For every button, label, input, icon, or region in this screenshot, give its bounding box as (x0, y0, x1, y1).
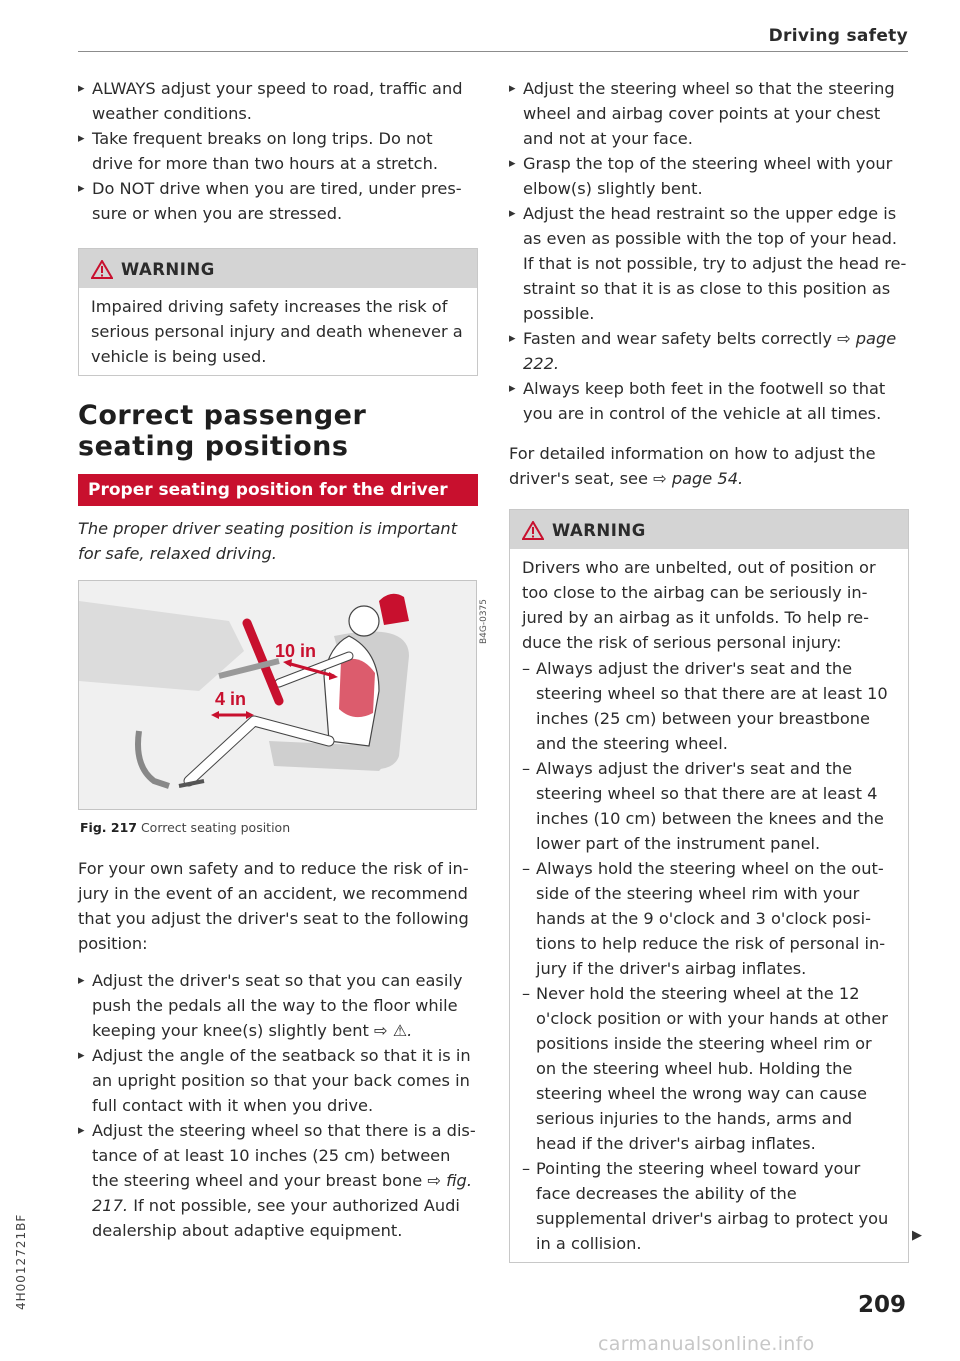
seating-illustration (79, 581, 476, 809)
figure-number: Fig. 217 (80, 820, 137, 835)
list-item: – Never hold the steering wheel at the 12 o'clock position or with your hands at other positions inside the steering wheel rim or on the steering wheel hub. Holding the steering wheel the wrong way can cause serious injuries to the hands, arms and head if the driver's airbag inflates. (522, 981, 896, 1156)
continue-arrow-icon: ▶ (912, 1228, 922, 1243)
warning-content (510, 549, 908, 1262)
distance-label-10in: 10 in (275, 641, 317, 661)
warning-reference-link[interactable]: ⇨ ⚠. (374, 1021, 413, 1040)
warning-header (510, 510, 908, 549)
list-item-text: Fasten and wear safety belts correctly (523, 329, 838, 348)
figure-reference-link[interactable]: ⇨ fig. 217. (92, 1171, 472, 1215)
list-item: – Always adjust the driver's seat and the steering wheel so that there are at least 10 inches (25 cm) between your breastbone and the steering wheel. (522, 656, 896, 756)
lead-text: The proper driver seating position is important for safe, relaxed driving. (78, 519, 458, 563)
list-item (78, 1043, 478, 1118)
list-item: – Always adjust the driver's seat and the steering wheel so that there are at least 4 inches (10 cm) between the knees and the lower part of the instrument panel. (522, 756, 896, 856)
right-column (509, 76, 909, 1263)
seat-adjust-list (78, 968, 478, 1243)
watermark: carmanualsonline.info (598, 1333, 815, 1355)
page-number: 209 (857, 1292, 906, 1318)
list-item: ▸ Always keep both feet in the footwell so that you are in control of the vehicle at all times. (509, 376, 909, 426)
steering-adjust-list (509, 76, 909, 426)
list-item-text: If not possible, see your authorized Audi dealership about adaptive equipment. (92, 1196, 460, 1240)
list-item (509, 326, 909, 376)
document-code: 4H0012721BF (14, 1213, 28, 1310)
warning-text: Impaired driving safety increases the risk of serious personal injury and death whenever a vehicle is being used. (91, 297, 463, 366)
intro-bullet-list (78, 76, 478, 226)
body-paragraph (509, 441, 909, 491)
subsection-title: Proper seating position for the driver (78, 474, 478, 506)
running-header-title: Driving safety (768, 26, 908, 46)
section-title: Correct passenger seating positions (78, 400, 367, 462)
figure-seating-position (78, 580, 489, 810)
list-item: ▸ Take frequent breaks on long trips. Do not drive for more than two hours at a stretch. (78, 126, 478, 176)
list-item: ▸ Grasp the top of the steering wheel with your elbow(s) slightly bent. (509, 151, 909, 201)
list-item: – Always hold the steering wheel on the outside of the steering wheel rim with your hands at the 9 o'clock and 3 o'clock positions to help reduce the risk of personal injury if the driver's airbag inflates. (522, 856, 896, 981)
left-column (78, 76, 489, 1243)
list-item-text: Adjust the driver's seat so that you can easily push the pedals all the way to the floor while keeping your knee(s) slightly bent (92, 971, 463, 1040)
list-item-text: Adjust the angle of the seatback so that it is in an upright position so that your back comes in full contact with it when you drive. (92, 1046, 471, 1115)
list-item: ▸ Do NOT drive when you are tired, under pressure or when you are stressed. (78, 176, 478, 226)
page-reference-link[interactable]: ⇨ page 222. (523, 329, 897, 373)
warning-triangle-icon (522, 521, 544, 540)
list-item: ▸ Adjust the head restraint so the upper edge is as even as possible with the top of your head. If that is not possible, try to adjust the head restraint so that it is as close to this position as possible. (509, 201, 909, 326)
warning-label: WARNING (552, 521, 646, 540)
warning-box (509, 509, 909, 1263)
paragraph-text: For detailed information on how to adjust the driver's seat, see (509, 444, 876, 488)
warning-intro: Drivers who are unbelted, out of position or too close to the airbag can be seriously injured by an airbag as it unfolds. To help reduce the risk of serious personal injury: (522, 558, 876, 652)
figure-caption (80, 815, 478, 840)
distance-label-4in: 4 in (215, 689, 247, 709)
page-reference-link[interactable]: ⇨ page 54. (653, 469, 744, 488)
figure-code: B4G-0375 (479, 599, 489, 645)
list-item: ▸ ALWAYS adjust your speed to road, traffic and weather conditions. (78, 76, 478, 126)
list-item-text: Adjust the steering wheel so that there is a distance of at least 10 inches (25 cm) between the steering wheel and your breast bone (92, 1121, 476, 1190)
warning-header (79, 249, 477, 288)
driver-head (349, 606, 379, 636)
list-item: – Pointing the steering wheel toward your face decreases the ability of the supplemental driver's airbag to protect you in a collision. (522, 1156, 896, 1256)
figure-caption-text: Correct seating position (140, 820, 291, 835)
warning-label: WARNING (121, 260, 215, 279)
warning-triangle-icon (91, 260, 113, 279)
header-rule (78, 51, 908, 52)
warning-list (522, 656, 896, 1256)
list-item (78, 1118, 478, 1243)
list-item (78, 968, 478, 1043)
list-item: ▸ Adjust the steering wheel so that the steering wheel and airbag cover points at your chest and not at your face. (509, 76, 909, 151)
warning-box (78, 248, 478, 376)
body-paragraph: For your own safety and to reduce the risk of injury in the event of an accident, we recommend that you adjust the driver's seat to the following position: (78, 859, 469, 953)
ribcage-highlight (339, 659, 375, 717)
